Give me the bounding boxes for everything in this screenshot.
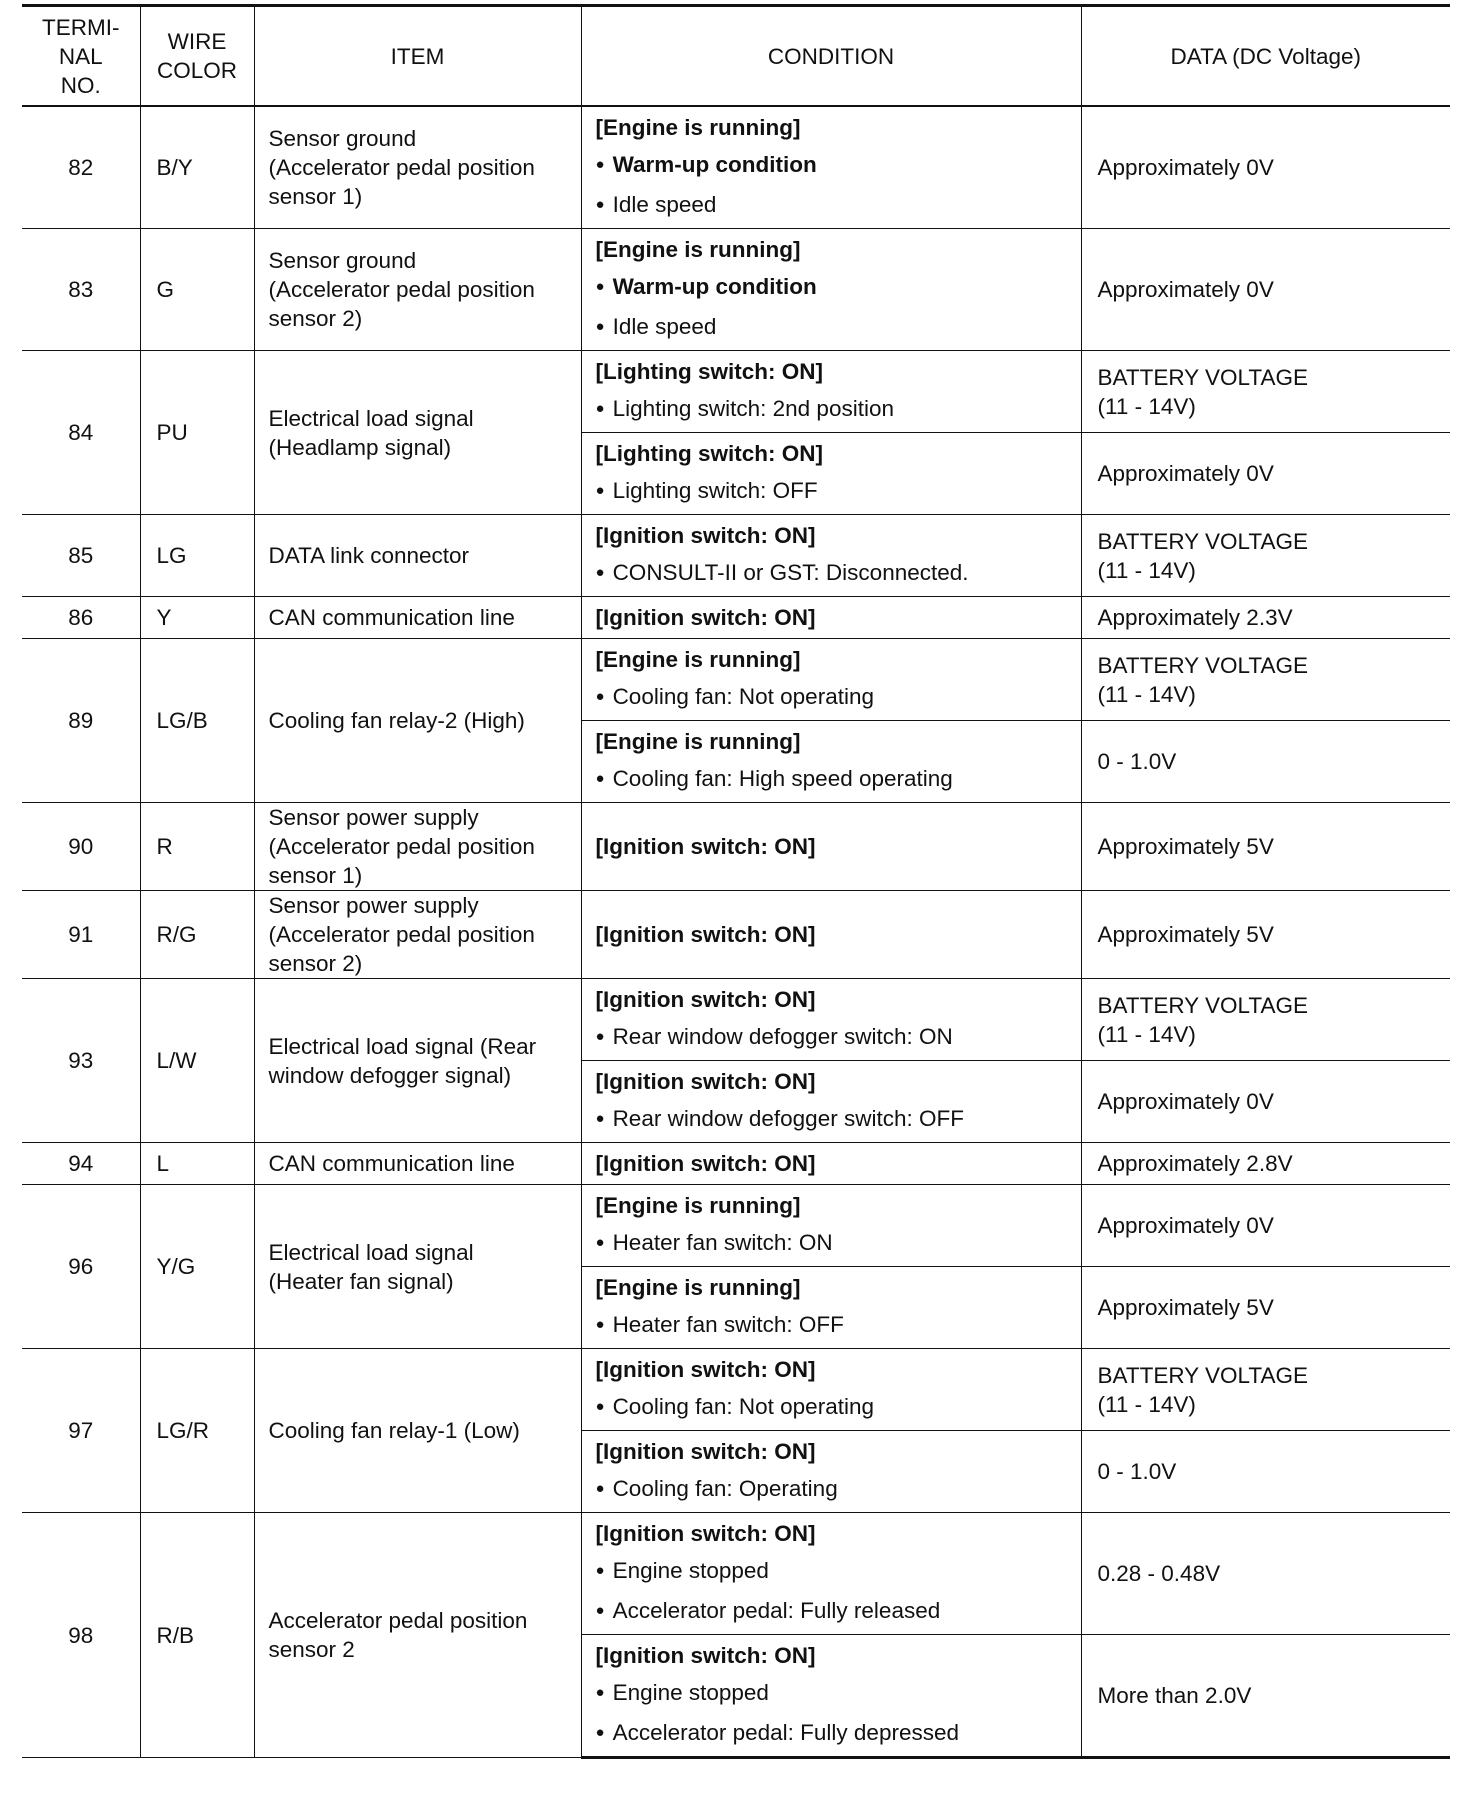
condition-heading: [Ignition switch: ON] xyxy=(595,605,816,630)
terminal-number: 84 xyxy=(22,351,140,515)
item-line: Cooling fan relay-2 (High) xyxy=(268,708,525,733)
condition-cell xyxy=(581,1349,1081,1431)
item-description xyxy=(254,229,581,351)
table-row xyxy=(22,639,1450,721)
wire-color: LG xyxy=(140,515,254,597)
item-line: Sensor ground xyxy=(268,126,417,151)
wire-color: L/W xyxy=(140,979,254,1143)
voltage-data xyxy=(1081,721,1450,803)
item-description xyxy=(254,639,581,803)
voltage-data xyxy=(1081,433,1450,515)
item-description xyxy=(254,979,581,1143)
terminal-number: 82 xyxy=(22,106,140,229)
condition-heading: [Ignition switch: ON] xyxy=(595,1521,816,1546)
voltage-data xyxy=(1081,1185,1450,1267)
table-header-row xyxy=(22,6,1450,107)
condition-heading: [Ignition switch: ON] xyxy=(595,922,816,947)
voltage-line: BATTERY VOLTAGE xyxy=(1097,528,1308,554)
condition-cell xyxy=(581,721,1081,803)
item-line: Sensor power supply xyxy=(268,805,479,830)
terminal-number: 98 xyxy=(22,1513,140,1758)
voltage-line: Approximately 5V xyxy=(1097,1295,1274,1320)
condition-cell xyxy=(581,351,1081,433)
table-row xyxy=(22,1513,1450,1635)
condition-heading: [Lighting switch: ON] xyxy=(595,359,823,384)
condition-bullet: ● Idle speed xyxy=(596,186,1067,226)
terminal-number: 93 xyxy=(22,979,140,1143)
table-row xyxy=(22,229,1450,351)
condition-cell xyxy=(581,1143,1081,1185)
item-description xyxy=(254,1513,581,1758)
terminal-number: 90 xyxy=(22,803,140,891)
voltage-line: Approximately 2.3V xyxy=(1097,605,1293,630)
wire-color: R xyxy=(140,803,254,891)
voltage-data xyxy=(1081,1143,1450,1185)
voltage-line: BATTERY VOLTAGE xyxy=(1097,1362,1308,1388)
condition-cell xyxy=(581,1431,1081,1513)
table-row xyxy=(22,891,1450,979)
terminal-number: 96 xyxy=(22,1185,140,1349)
condition-bullet: ● Cooling fan: Not operating xyxy=(596,678,1067,718)
condition-bullet: ● Cooling fan: High speed operating xyxy=(596,760,1067,800)
voltage-line: Approximately 0V xyxy=(1097,155,1274,180)
table-row xyxy=(22,597,1450,639)
condition-heading: [Ignition switch: ON] xyxy=(595,987,816,1012)
table-row xyxy=(22,1185,1450,1267)
condition-heading: [Ignition switch: ON] xyxy=(595,834,816,859)
item-line: window defogger signal) xyxy=(268,1062,512,1088)
condition-bullet: ● Rear window defogger switch: ON xyxy=(596,1018,1067,1058)
voltage-line: (11 - 14V) xyxy=(1097,1021,1196,1047)
condition-cell xyxy=(581,515,1081,597)
item-line: (Accelerator pedal position xyxy=(268,922,535,947)
item-line: (Accelerator pedal position xyxy=(268,155,535,180)
voltage-data xyxy=(1081,229,1450,351)
item-description xyxy=(254,1185,581,1349)
condition-bullet: ● Lighting switch: OFF xyxy=(596,472,1067,512)
condition-heading: [Ignition switch: ON] xyxy=(595,523,816,548)
item-line: Sensor ground xyxy=(268,248,417,273)
item-line: CAN communication line xyxy=(268,605,515,630)
voltage-line: Approximately 0V xyxy=(1097,277,1274,302)
condition-heading: [Ignition switch: ON] xyxy=(595,1069,816,1094)
header-terminal: TERMI- NAL NO. xyxy=(22,6,140,107)
item-description xyxy=(254,515,581,597)
item-description xyxy=(254,803,581,891)
voltage-line: BATTERY VOLTAGE xyxy=(1097,992,1308,1018)
condition-cell xyxy=(581,597,1081,639)
wire-color: LG/B xyxy=(140,639,254,803)
condition-bullet: ● Heater fan switch: OFF xyxy=(596,1306,1067,1346)
condition-cell xyxy=(581,1513,1081,1635)
item-line: (Accelerator pedal position xyxy=(268,277,535,302)
item-line: Accelerator pedal position xyxy=(268,1608,528,1633)
voltage-data xyxy=(1081,1431,1450,1513)
item-line: sensor 2) xyxy=(268,306,363,331)
voltage-data xyxy=(1081,1349,1450,1431)
table-body xyxy=(22,106,1450,1758)
condition-bullet: ● Engine stopped xyxy=(596,1674,1067,1714)
voltage-line: 0 - 1.0V xyxy=(1097,749,1177,774)
condition-cell xyxy=(581,1185,1081,1267)
condition-cell xyxy=(581,106,1081,229)
item-line: sensor 1) xyxy=(268,863,363,888)
item-line: sensor 2 xyxy=(268,1637,355,1662)
condition-bullet: ● Warm-up condition xyxy=(596,268,1067,308)
condition-heading: [Ignition switch: ON] xyxy=(595,1439,816,1464)
wire-color: Y/G xyxy=(140,1185,254,1349)
terminal-number: 91 xyxy=(22,891,140,979)
item-line: (Heater fan signal) xyxy=(268,1268,454,1294)
item-line: sensor 1) xyxy=(268,184,363,209)
item-description xyxy=(254,1143,581,1185)
table-row xyxy=(22,803,1450,891)
wire-color: PU xyxy=(140,351,254,515)
condition-heading: [Lighting switch: ON] xyxy=(595,441,823,466)
condition-bullet: ● Accelerator pedal: Fully depressed xyxy=(596,1714,1067,1754)
table-row xyxy=(22,351,1450,433)
condition-heading: [Engine is running] xyxy=(595,1193,801,1218)
item-line: Electrical load signal xyxy=(268,1239,474,1265)
voltage-line: Approximately 0V xyxy=(1097,1089,1274,1114)
item-line: DATA link connector xyxy=(268,543,470,568)
condition-bullet: ● Accelerator pedal: Fully released xyxy=(596,1592,1067,1632)
voltage-data xyxy=(1081,1267,1450,1349)
condition-bullet: ● Rear window defogger switch: OFF xyxy=(596,1100,1067,1140)
wire-color: LG/R xyxy=(140,1349,254,1513)
ecm-terminal-table xyxy=(22,4,1450,1759)
item-description xyxy=(254,106,581,229)
voltage-line: (11 - 14V) xyxy=(1097,557,1196,583)
condition-cell xyxy=(581,803,1081,891)
item-description xyxy=(254,597,581,639)
item-line: Cooling fan relay-1 (Low) xyxy=(268,1418,520,1443)
voltage-line: (11 - 14V) xyxy=(1097,681,1196,707)
voltage-line: (11 - 14V) xyxy=(1097,393,1196,419)
voltage-data xyxy=(1081,597,1450,639)
voltage-data xyxy=(1081,639,1450,721)
header-item: ITEM xyxy=(254,6,581,107)
wire-color: G xyxy=(140,229,254,351)
table-row xyxy=(22,979,1450,1061)
item-description xyxy=(254,1349,581,1513)
voltage-line: Approximately 2.8V xyxy=(1097,1151,1293,1176)
voltage-line: 0.28 - 0.48V xyxy=(1097,1561,1221,1586)
item-line: Electrical load signal xyxy=(268,405,474,431)
voltage-line: Approximately 0V xyxy=(1097,461,1274,486)
condition-heading: [Engine is running] xyxy=(595,237,801,262)
voltage-data xyxy=(1081,106,1450,229)
voltage-line: More than 2.0V xyxy=(1097,1683,1252,1708)
terminal-number: 89 xyxy=(22,639,140,803)
item-line: Electrical load signal (Rear xyxy=(268,1033,537,1059)
condition-heading: [Ignition switch: ON] xyxy=(595,1643,816,1668)
condition-heading: [Ignition switch: ON] xyxy=(595,1357,816,1382)
condition-cell xyxy=(581,891,1081,979)
voltage-line: Approximately 5V xyxy=(1097,922,1274,947)
terminal-number: 83 xyxy=(22,229,140,351)
voltage-line: Approximately 0V xyxy=(1097,1213,1274,1238)
voltage-line: BATTERY VOLTAGE xyxy=(1097,364,1308,390)
voltage-data xyxy=(1081,351,1450,433)
condition-bullet: ● Warm-up condition xyxy=(596,146,1067,186)
voltage-data xyxy=(1081,891,1450,979)
voltage-line: 0 - 1.0V xyxy=(1097,1459,1177,1484)
condition-cell xyxy=(581,1635,1081,1758)
condition-bullet: ● Cooling fan: Not operating xyxy=(596,1388,1067,1428)
voltage-line: BATTERY VOLTAGE xyxy=(1097,652,1308,678)
header-condition: CONDITION xyxy=(581,6,1081,107)
table-row xyxy=(22,1143,1450,1185)
item-line: (Accelerator pedal position xyxy=(268,834,535,859)
condition-heading: [Engine is running] xyxy=(595,115,801,140)
terminal-number: 86 xyxy=(22,597,140,639)
condition-cell xyxy=(581,1267,1081,1349)
voltage-data xyxy=(1081,515,1450,597)
condition-bullet: ● Cooling fan: Operating xyxy=(596,1470,1067,1510)
table-row xyxy=(22,1349,1450,1431)
item-description xyxy=(254,351,581,515)
condition-cell xyxy=(581,979,1081,1061)
wire-color: R/G xyxy=(140,891,254,979)
condition-heading: [Engine is running] xyxy=(595,647,801,672)
item-description xyxy=(254,891,581,979)
header-wire-color: WIRE COLOR xyxy=(140,6,254,107)
wire-color: B/Y xyxy=(140,106,254,229)
item-line: sensor 2) xyxy=(268,951,363,976)
terminal-table-container xyxy=(22,4,1450,1759)
condition-cell xyxy=(581,639,1081,721)
voltage-line: Approximately 5V xyxy=(1097,834,1274,859)
voltage-line: (11 - 14V) xyxy=(1097,1391,1196,1417)
voltage-data xyxy=(1081,1513,1450,1635)
condition-bullet: ● Idle speed xyxy=(596,308,1067,348)
voltage-data xyxy=(1081,803,1450,891)
condition-heading: [Engine is running] xyxy=(595,729,801,754)
condition-heading: [Engine is running] xyxy=(595,1275,801,1300)
condition-heading: [Ignition switch: ON] xyxy=(595,1151,816,1176)
condition-cell xyxy=(581,1061,1081,1143)
table-row xyxy=(22,515,1450,597)
condition-cell xyxy=(581,433,1081,515)
item-line: Sensor power supply xyxy=(268,893,479,918)
wire-color: R/B xyxy=(140,1513,254,1758)
item-line: CAN communication line xyxy=(268,1151,515,1176)
condition-bullet: ● Heater fan switch: ON xyxy=(596,1224,1067,1264)
condition-bullet: ● Engine stopped xyxy=(596,1552,1067,1592)
header-data: DATA (DC Voltage) xyxy=(1081,6,1450,107)
condition-cell xyxy=(581,229,1081,351)
voltage-data xyxy=(1081,1061,1450,1143)
wire-color: Y xyxy=(140,597,254,639)
terminal-number: 85 xyxy=(22,515,140,597)
terminal-number: 94 xyxy=(22,1143,140,1185)
condition-bullet: ● CONSULT-II or GST: Disconnected. xyxy=(596,554,1067,594)
voltage-data xyxy=(1081,1635,1450,1758)
wire-color: L xyxy=(140,1143,254,1185)
item-line: (Headlamp signal) xyxy=(268,434,452,460)
voltage-data xyxy=(1081,979,1450,1061)
table-row xyxy=(22,106,1450,229)
terminal-number: 97 xyxy=(22,1349,140,1513)
condition-bullet: ● Lighting switch: 2nd position xyxy=(596,390,1067,430)
